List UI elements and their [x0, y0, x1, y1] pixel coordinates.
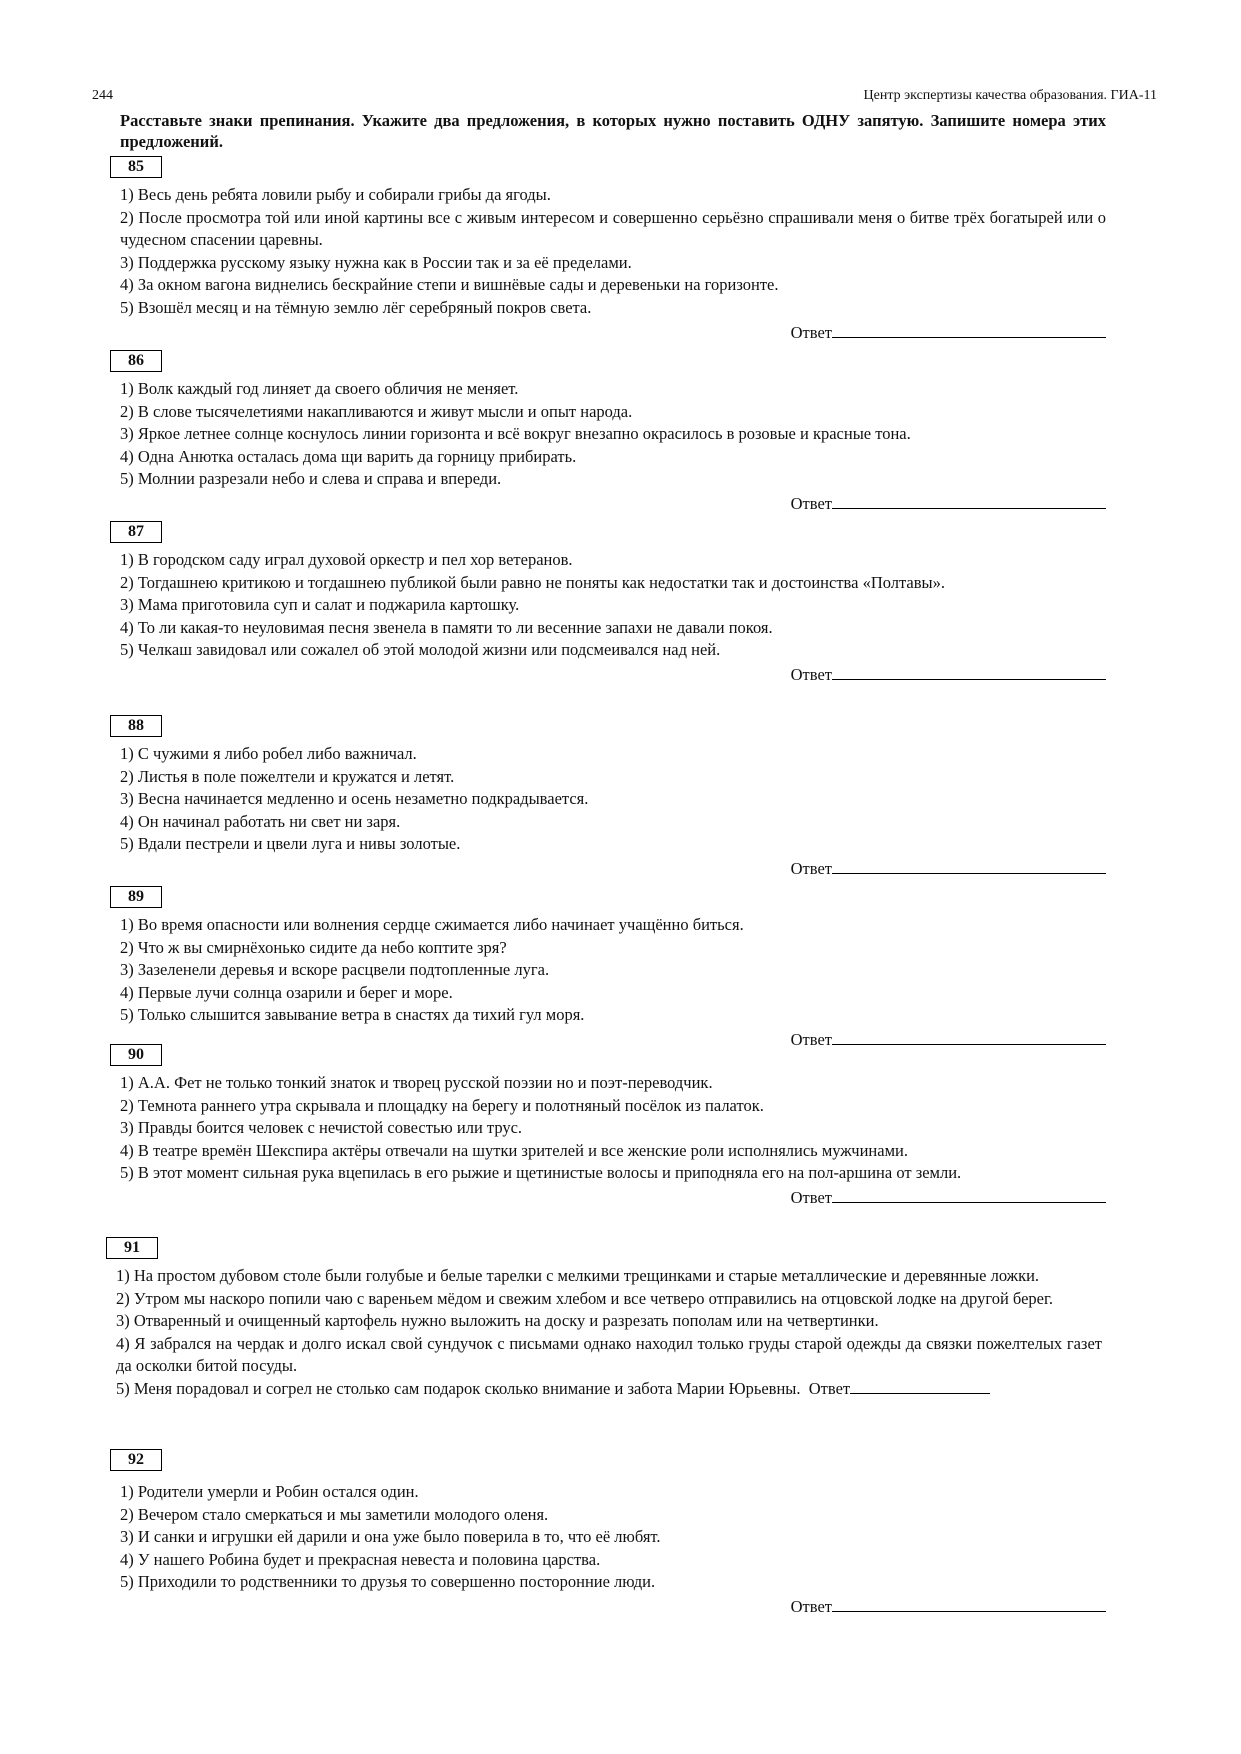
sentence: 1) С чужими я либо робел либо важничал.: [120, 744, 417, 763]
sentence: 1) Во время опасности или волнения сердце сжимается либо начинает учащённо биться.: [120, 915, 744, 934]
page-number: 244: [92, 88, 113, 103]
answer-row: [110, 493, 1106, 515]
task-88: [110, 715, 1106, 880]
page-header: Центр экспертизы качества образования. ГИА-11: [863, 88, 1157, 103]
answer-field[interactable]: [832, 1597, 1106, 1612]
sentence: 5) Вдали пестрели и цвели луга и нивы золотые.: [120, 834, 461, 854]
answer-label: Ответ: [790, 493, 832, 513]
sentence-list: [110, 184, 1106, 320]
sentence: 4) То ли какая-то неуловимая песня звенела в памяти то ли весенние запахи не давали покоя.: [120, 617, 773, 637]
sentence: 1) Родители умерли и Робин остался один.: [120, 1482, 419, 1501]
sentence: 1) В городском саду играл духовой оркестр и пел хор ветеранов.: [120, 550, 573, 569]
answer-row: [110, 1187, 1106, 1209]
sentence: 1) На простом дубовом столе были голубые и белые тарелки с мелкими трещинками и старые металлические и деревянные ложки.: [116, 1266, 1040, 1285]
sentence: 3) Поддержка русскому языку нужна как в России так и за её пределами.: [120, 252, 632, 272]
task-89: [110, 886, 1106, 1051]
sentence: 1) Весь день ребята ловили рыбу и собирали грибы да ягоды.: [120, 185, 551, 204]
task-number: 85: [110, 156, 162, 178]
sentence: 2) Что ж вы смирнёхонько сидите да небо коптите зря?: [120, 937, 507, 957]
answer-label: Ответ: [790, 1596, 832, 1616]
sentence: 5) Меня порадовал и согрел не столько сам подарок сколько внимание и забота Марии Юрьевны.: [116, 1378, 801, 1398]
sentence: 5) Челкаш завидовал или сожалел об этой молодой жизни или подсмеивался над ней.: [120, 640, 721, 660]
sentence: 1) А.А. Фет не только тонкий знаток и творец русской поэзии но и поэт-переводчик.: [120, 1073, 713, 1092]
sentence: 4) Он начинал работать ни свет ни заря.: [120, 811, 401, 831]
answer-field[interactable]: [832, 1188, 1106, 1203]
answer-label: Ответ: [808, 1378, 851, 1398]
sentence: 5) Взошёл месяц и на тёмную землю лёг серебряный покров света.: [120, 297, 592, 317]
sentence: 3) Мама приготовила суп и салат и поджарила картошку.: [120, 595, 520, 615]
task-number: 86: [110, 350, 162, 372]
sentence: 1) Волк каждый год линяет да своего обличия не меняет.: [120, 379, 519, 398]
task-number: 92: [110, 1449, 162, 1471]
task-90: [110, 1044, 1106, 1209]
task-number: 88: [110, 715, 162, 737]
sentence: 2) Утром мы наскоро попили чаю с вареньем мёдом и свежим хлебом и все четверо отправились на отцовской лодке на другой берег.: [116, 1288, 1054, 1308]
sentence: 4) За окном вагона виднелись бескрайние степи и вишнёвые сады и деревеньки на горизонте.: [120, 275, 779, 295]
answer-row: [110, 664, 1106, 686]
task-number: 91: [106, 1237, 158, 1259]
sentence: 2) После просмотра той или иной картины все с живым интересом и совершенно серьёзно спрашивали меня о битве трёх богатырей или о чудесном спасении царевны.: [120, 207, 1106, 250]
sentence: 5) Только слышится завывание ветра в снастях да тихий гул моря.: [120, 1005, 585, 1025]
task-86: [110, 350, 1106, 515]
answer-label: Ответ: [790, 1187, 832, 1207]
sentence: 4) У нашего Робина будет и прекрасная невеста и половина царства.: [120, 1549, 601, 1569]
answer-label: Ответ: [790, 1029, 832, 1049]
sentence: 2) Вечером стало смеркаться и мы заметили молодого оленя.: [120, 1504, 549, 1524]
answer-label: Ответ: [790, 858, 832, 878]
sentence: 3) Отваренный и очищенный картофель нужно выложить на доску и разрезать пополам или на четвертинки.: [116, 1311, 879, 1331]
answer-label: Ответ: [790, 664, 832, 684]
task-87: [110, 521, 1106, 686]
task-91: [106, 1237, 1102, 1401]
sentence: 3) Зазеленели деревья и вскоре расцвели подтопленные луга.: [120, 960, 550, 980]
sentence: 2) Листья в поле пожелтели и кружатся и летят.: [120, 766, 455, 786]
sentence-list: [110, 549, 1106, 662]
answer-row: [110, 858, 1106, 880]
task-number: 89: [110, 886, 162, 908]
sentence-with-answer: [116, 1378, 1102, 1401]
answer-field[interactable]: [832, 665, 1106, 680]
sentence: 3) И санки и игрушки ей дарили и она уже было поверила в то, что её любят.: [120, 1527, 661, 1547]
answer-field[interactable]: [832, 1030, 1106, 1045]
sentence-list: [106, 1265, 1102, 1401]
sentence: 3) Правды боится человек с нечистой совестью или трус.: [120, 1118, 523, 1138]
sentence: 5) В этот момент сильная рука вцепилась в его рыжие и щетинистые волосы и приподняла его на пол-аршина от земли.: [120, 1163, 962, 1183]
task-number: 87: [110, 521, 162, 543]
sentence: 2) В слове тысячелетиями накапливаются и живут мысли и опыт народа.: [120, 401, 633, 421]
sentence: 2) Темнота раннего утра скрывала и площадку на берегу и полотняный посёлок из палаток.: [120, 1095, 764, 1115]
answer-row: [110, 322, 1106, 344]
answer-field[interactable]: [832, 859, 1106, 874]
answer-label: Ответ: [790, 322, 832, 342]
sentence-list: [110, 1072, 1106, 1185]
task-85: [110, 156, 1106, 344]
sentence-list: [110, 743, 1106, 856]
answer-field[interactable]: [832, 494, 1106, 509]
sentence: 5) Молнии разрезали небо и слева и справа и впереди.: [120, 469, 502, 489]
sentence: 4) Я забрался на чердак и долго искал свой сундучок с письмами однако находил только груды старой одежды да связки пожелтелых газет да осколки битой посуды.: [116, 1333, 1102, 1376]
task-92: [110, 1449, 1106, 1618]
sentence: 4) Одна Анютка осталась дома щи варить да горницу прибирать.: [120, 446, 577, 466]
sentence: 4) Первые лучи солнца озарили и берег и море.: [120, 982, 453, 1002]
answer-field[interactable]: [850, 1379, 990, 1394]
sentence: 3) Весна начинается медленно и осень незаметно подкрадывается.: [120, 789, 589, 809]
sentence-list: [110, 914, 1106, 1027]
instruction-text: Расставьте знаки препинания. Укажите два предложения, в которых нужно поставить ОДНУ запятую. Запишите номера этих предложений.: [120, 111, 1106, 151]
answer-field[interactable]: [832, 323, 1106, 338]
task-number: 90: [110, 1044, 162, 1066]
sentence: 3) Яркое летнее солнце коснулось линии горизонта и всё вокруг внезапно окрасилось в розовые и красные тона.: [120, 424, 911, 444]
sentence: 2) Тогдашнею критикою и тогдашнею публикой были равно не поняты как недостатки так и достоинства «Полтавы».: [120, 572, 945, 592]
answer-row: [110, 1596, 1106, 1618]
sentence-list: [110, 1481, 1106, 1594]
sentence-list: [110, 378, 1106, 491]
sentence: 5) Приходили то родственники то друзья то совершенно посторонние люди.: [120, 1572, 656, 1592]
sentence: 4) В театре времён Шекспира актёры отвечали на шутки зрителей и все женские роли исполнялись мужчинами.: [120, 1140, 908, 1160]
